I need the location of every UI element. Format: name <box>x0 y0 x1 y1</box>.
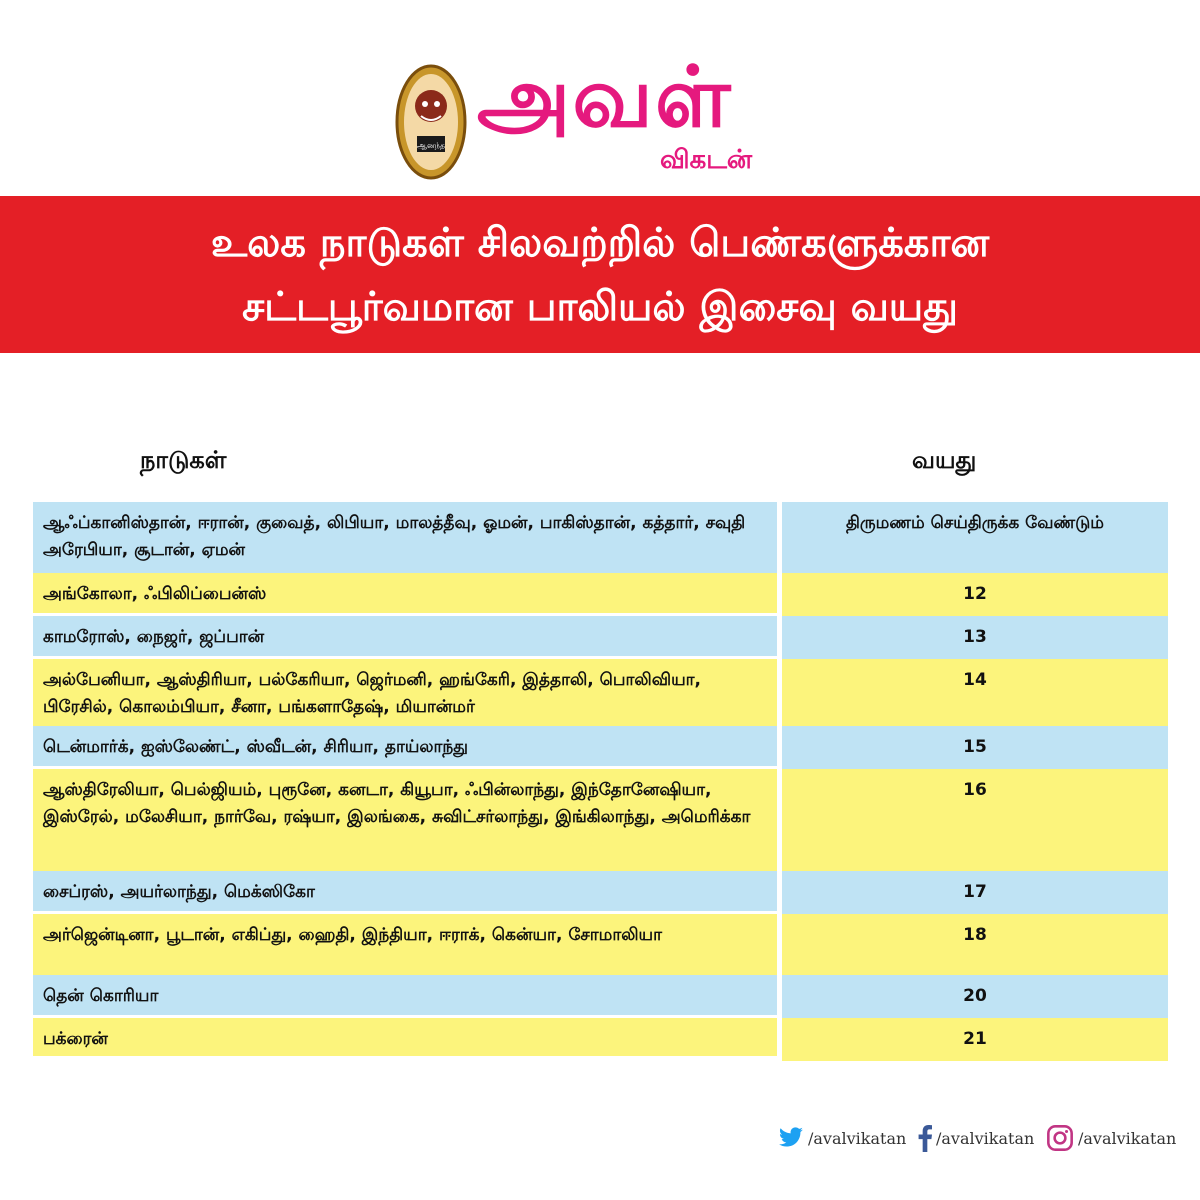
header-age: வயது <box>912 446 977 474</box>
banner-title-line-1: உலக நாடுகள் சிலவற்றில் பெண்களுக்கான <box>210 219 990 266</box>
table-row <box>33 975 1168 1018</box>
countries-cell: சைப்ரஸ், அயர்லாந்து, மெக்ஸிகோ <box>33 871 777 911</box>
age-cell: 12 <box>782 573 1168 616</box>
age-cell: 16 <box>782 769 1168 871</box>
age-cell: 13 <box>782 616 1168 659</box>
countries-cell: அல்பேனியா, ஆஸ்திரியா, பல்கேரியா, ஜெர்மனி, ஹங்கேரி, இத்தாலி, பொலிவியா, பிரேசில், கொலம்பியா, சீனா, பங்களாதேஷ், மியான்மர் <box>33 659 777 726</box>
table-row <box>33 871 1168 914</box>
instagram-handle: /avalvikatan <box>1078 1128 1177 1148</box>
brand-logo <box>395 42 815 182</box>
countries-cell: டென்மார்க், ஐஸ்லேண்ட், ஸ்வீடன், சிரியா, தாய்லாந்து <box>33 726 777 766</box>
table-row <box>33 1018 1168 1061</box>
table-row <box>33 573 1168 616</box>
facebook-icon <box>918 1124 932 1152</box>
table-row <box>33 769 1168 871</box>
age-cell: 17 <box>782 871 1168 914</box>
age-cell: 14 <box>782 659 1168 726</box>
facebook-handle: /avalvikatan <box>936 1128 1035 1148</box>
title-banner <box>0 196 1200 353</box>
instagram-link[interactable] <box>1046 1120 1176 1156</box>
table-row <box>33 502 1168 573</box>
table-row <box>33 726 1168 769</box>
table-row <box>33 659 1168 726</box>
age-cell: 21 <box>782 1018 1168 1061</box>
banner-title-line-2: சட்டபூர்வமான பாலியல் இசைவு வயது <box>242 283 958 330</box>
table-row <box>33 914 1168 975</box>
age-table <box>33 502 1168 1061</box>
countries-cell: தென் கொரியா <box>33 975 777 1015</box>
countries-cell: ஆஃப்கானிஸ்தான், ஈரான், குவைத், லிபியா, மாலத்தீவு, ஓமன், பாகிஸ்தான், கத்தார், சவுதி அரேபியா, சூடான், ஏமன் <box>33 502 777 573</box>
twitter-link[interactable] <box>778 1120 906 1156</box>
twitter-icon <box>778 1127 804 1149</box>
age-cell: 15 <box>782 726 1168 769</box>
logo-title: அவள் <box>477 48 733 146</box>
mascot-badge-icon <box>395 62 467 182</box>
logo-subtitle: விகடன் <box>660 145 753 175</box>
age-cell: 18 <box>782 914 1168 975</box>
instagram-icon <box>1046 1124 1074 1152</box>
age-cell: 20 <box>782 975 1168 1018</box>
table-row <box>33 616 1168 659</box>
header-countries: நாடுகள் <box>140 446 227 474</box>
age-cell: திருமணம் செய்திருக்க வேண்டும் <box>782 502 1168 573</box>
countries-cell: காமரோஸ், நைஜர், ஜப்பான் <box>33 616 777 656</box>
facebook-link[interactable] <box>918 1120 1034 1156</box>
twitter-handle: /avalvikatan <box>808 1128 907 1148</box>
countries-cell: ஆஸ்திரேலியா, பெல்ஜியம், புரூனே, கனடா, கியூபா, ஃபின்லாந்து, இந்தோனேஷியா, இஸ்ரேல், மலேசியா, நார்வே, ரஷ்யா, இலங்கை, சுவிட்சர்லாந்து, இங்கிலாந்து, அமெரிக்கா <box>33 769 777 871</box>
countries-cell: பக்ரைன் <box>33 1018 777 1056</box>
badge-text: ஆனந்த <box>416 141 446 150</box>
countries-cell: அர்ஜென்டினா, பூடான், எகிப்து, ஹைதி, இந்தியா, ஈராக், கென்யா, சோமாலியா <box>33 914 777 975</box>
countries-cell: அங்கோலா, ஃபிலிப்பைன்ஸ் <box>33 573 777 613</box>
